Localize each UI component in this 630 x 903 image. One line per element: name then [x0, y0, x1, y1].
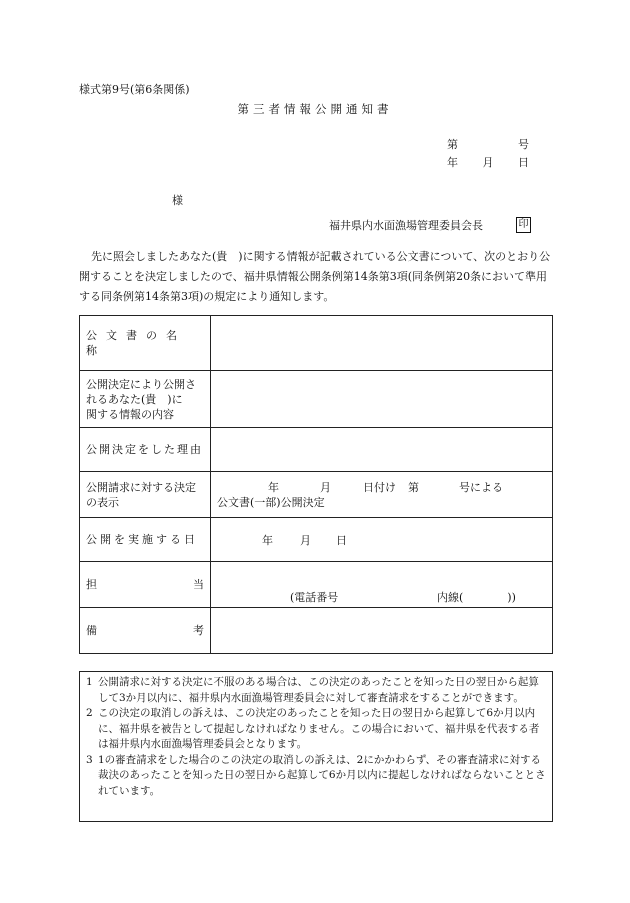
doc-name-value[interactable] — [211, 316, 553, 371]
note-number: 3 — [86, 753, 93, 766]
content-label — [80, 371, 211, 428]
notification-table — [79, 315, 553, 654]
date-label — [80, 518, 211, 562]
reason-text: 公開決定をした理由 — [86, 443, 203, 456]
table-row — [80, 428, 553, 472]
table-row — [80, 316, 553, 371]
impl-day: 日 — [336, 534, 347, 547]
table-row — [80, 518, 553, 562]
content-value[interactable] — [211, 371, 553, 428]
content-label-line3: 関する情報の内容 — [86, 407, 174, 421]
content-label-line2: れるあなた(貴 )に — [86, 392, 183, 406]
date-month: 月 — [482, 156, 494, 169]
doc-name-label — [80, 316, 211, 371]
sender-name: 福井県内水面漁場管理委員会長 — [329, 219, 483, 232]
indication-dated: 日付け — [363, 480, 396, 494]
document-title: 第三者情報公開通知書 — [237, 102, 393, 116]
phone-label: (電話番号 — [290, 591, 339, 604]
date-label-text: 公開を実施する日 — [86, 533, 198, 546]
indication-year: 年 — [268, 480, 279, 494]
tanto-label — [80, 562, 211, 608]
number-suffix: 号 — [518, 138, 529, 151]
indication-label-line1: 公開請求に対する決定 — [86, 480, 196, 494]
biko-char-2: 考 — [193, 624, 204, 637]
indication-line1 — [217, 480, 546, 495]
table-row — [80, 608, 553, 654]
addressee-suffix: 様 — [172, 194, 183, 207]
note-text: この決定の取消しの訴えは、この決定のあったことを知った日の翌日から起算して6か月以内に、福井県を被告として提起しなければなりません。この場合において、福井県を代表する者は福井県内水面漁場管理委員会となります。 — [98, 707, 540, 750]
tanto-text — [86, 577, 204, 592]
biko-label — [80, 608, 211, 654]
indication-label — [80, 472, 211, 518]
indication-line2: 公文書(一部)公開決定 — [217, 495, 325, 509]
implementation-date-value[interactable] — [211, 518, 553, 562]
date-year: 年 — [447, 156, 458, 169]
impl-month: 月 — [300, 534, 311, 547]
content-label-line1: 公開決定により公開さ — [86, 377, 196, 391]
biko-text — [86, 623, 204, 638]
date-day: 日 — [518, 156, 529, 169]
note-item — [86, 706, 546, 753]
intro-paragraph: 先に照会しましたあなた(貴 )に関する情報が記載されている公文書について、次のとおり公開することを決定しましたので、福井県情報公開条例第14条第3項(同条例第20条において準用する同条例第14条第3項)の規定により通知します。 — [79, 250, 551, 303]
reason-value[interactable] — [211, 428, 553, 472]
indication-month: 月 — [320, 480, 331, 494]
note-number: 2 — [86, 707, 93, 719]
notes-box — [79, 671, 553, 822]
tanto-value[interactable] — [211, 562, 553, 608]
reason-label — [80, 428, 211, 472]
doc-name-text: 公文書の名称 — [86, 329, 186, 357]
indication-value[interactable] — [211, 472, 553, 518]
indication-number-suffix: 号による — [459, 480, 503, 494]
table-row — [80, 472, 553, 518]
note-item — [86, 753, 546, 800]
table-row — [80, 562, 553, 608]
biko-char-1: 備 — [86, 624, 97, 637]
note-number: 1 — [86, 676, 93, 688]
form-number-label: 様式第9号(第6条関係) — [79, 83, 190, 96]
tanto-char-1: 担 — [86, 578, 97, 591]
note-text: 公開請求に対する決定に不服のある場合は、この決定のあったことを知った日の翌日から起算して3か月以内に、福井県内水面漁場管理委員会に対して審査請求をすることができます。 — [98, 676, 539, 704]
document-number — [447, 138, 529, 152]
table-row — [80, 371, 553, 428]
indication-label-line2: の表示 — [86, 495, 119, 509]
seal-mark: 印 — [516, 217, 531, 233]
document-date — [447, 156, 529, 170]
impl-year: 年 — [262, 534, 273, 547]
note-text: 1の審査請求をした場合のこの決定の取消しの訴えは、2にかかわらず、その審査請求に対する裁決のあったことを知った日の翌日から起算して6か月以内に提起しなければならないこととされています。 — [98, 753, 546, 797]
tanto-char-2: 当 — [193, 578, 204, 591]
number-prefix: 第 — [447, 138, 458, 151]
indication-number-prefix: 第 — [408, 480, 419, 494]
extension-label: 内線( )) — [437, 591, 516, 604]
biko-value[interactable] — [211, 608, 553, 654]
note-item — [86, 675, 546, 706]
